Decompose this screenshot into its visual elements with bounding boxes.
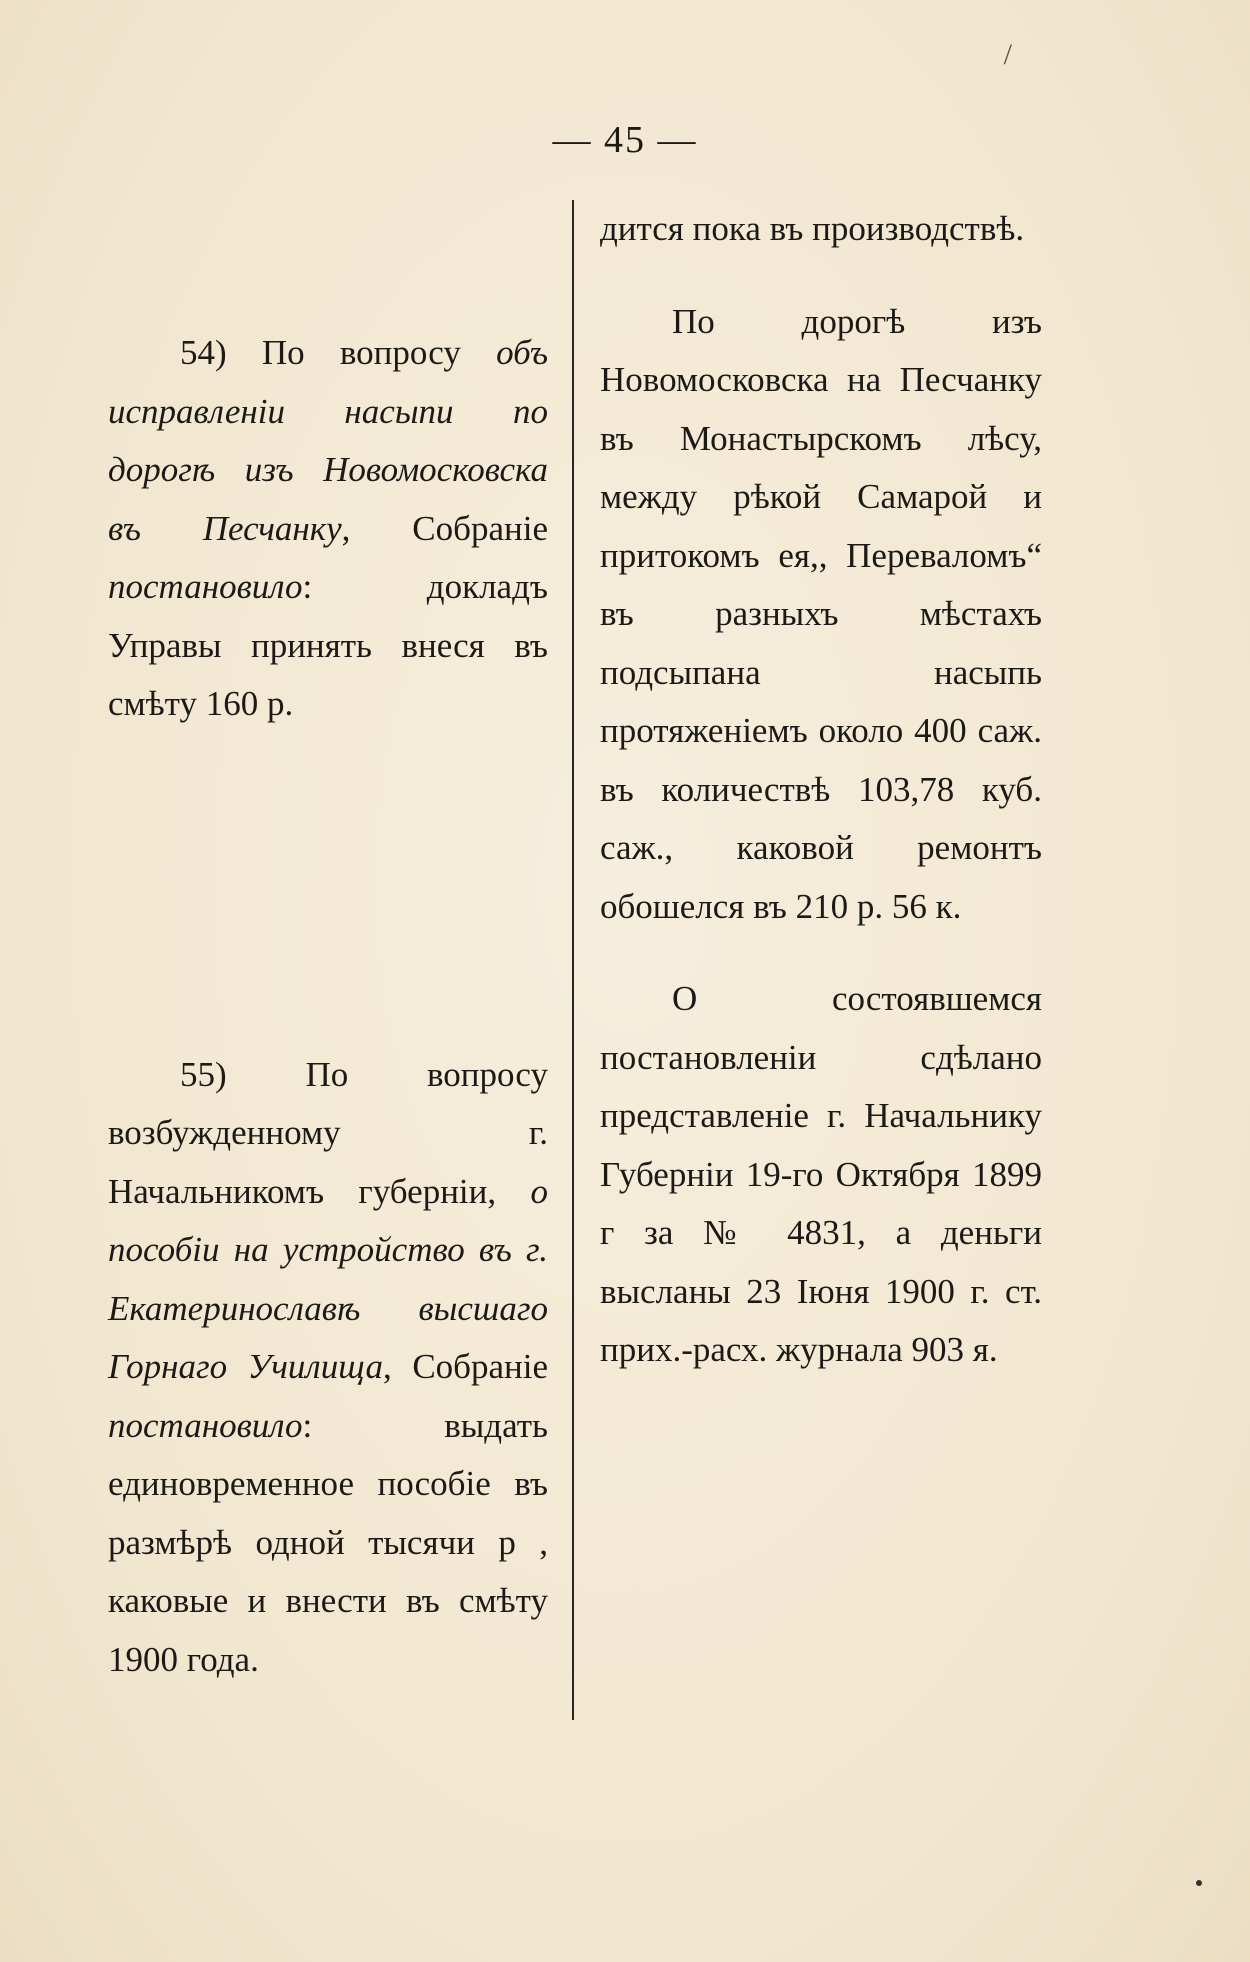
paragraph-54-subject: объ исправленіи насыпи по дорогѣ изъ Новомосковска въ Песчанку <box>108 333 548 548</box>
column-divider <box>572 200 574 1720</box>
paragraph-54-decision-label: постановило <box>108 567 303 606</box>
speck <box>1196 1880 1202 1886</box>
paragraph-55-subject: о пособіи на устройство въ г. Екатеринославѣ высшаго Горнаго Училища <box>108 1171 548 1386</box>
paragraph-continuation: дится пока въ производствѣ. <box>600 209 1025 248</box>
paragraph-55: 55) По вопросу возбужденному г. Начальникомъ губерніи, о пособіи на устройство въ г. Екатеринославѣ высшаго Горнаго Училища, Собраніе постановило: выдать единовременное пособіе въ размѣрѣ одной тысячи р , каковые и внести въ смѣту 1900 года. <box>108 1054 548 1679</box>
paragraph-55-decision-label: постановило <box>108 1405 303 1445</box>
paragraph-road-repair: По дорогѣ изъ Новомосковска на Песчанку въ Монастырскомъ лѣсу, между рѣкой Самарой и притокомъ ея,, Переваломъ“ въ разныхъ мѣстахъ подсыпана насыпь протяженіемъ около 400 саж. въ количествѣ 103,78 куб. саж., каковой ремонтъ обошелся въ 210 р. 56 к. <box>600 301 1042 926</box>
right-column <box>600 200 1042 1380</box>
paragraph-54: 54) По вопросу объ исправленіи насыпи по дорогѣ изъ Новомосковска въ Песчанку, Собраніе постановило: докладъ Управы принять внеся въ смѣту 160 р. <box>108 333 548 723</box>
page-number: — 45 — <box>552 119 698 161</box>
paragraph-representation: О состоявшемся постановленіи сдѣлано представленіе г. Начальнику Губерніи 19-го Октября 1899 г за № 4831, а деньги высланы 23 Іюня 1900 г. ст. прих.-расх. журнала 903 я. <box>600 979 1042 1369</box>
left-column <box>108 200 548 1689</box>
stray-pencil-mark: / <box>1003 38 1012 71</box>
